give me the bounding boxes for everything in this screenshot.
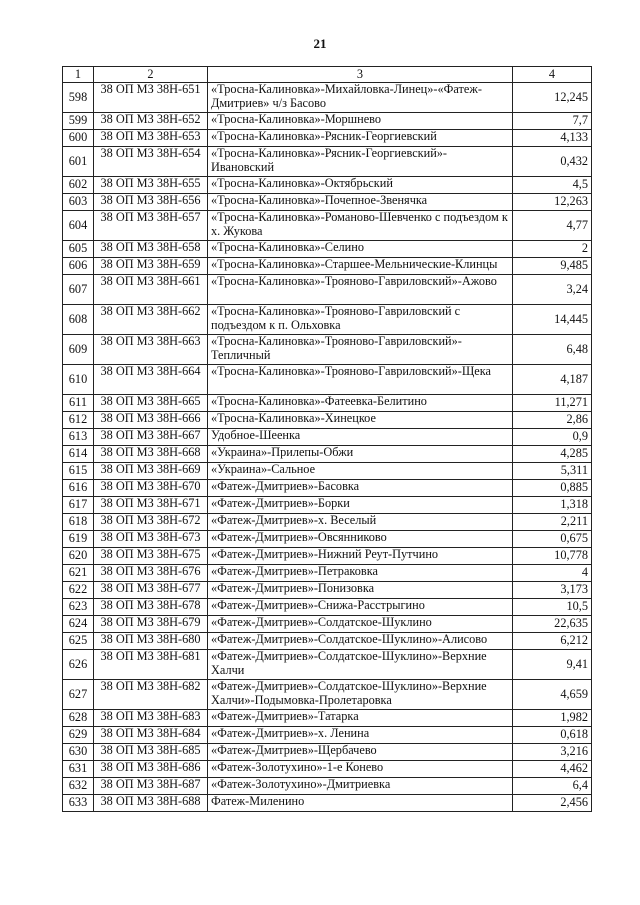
road-name: «Тросна-Калиновка»-Старшее-Мельнические-Клинцы (208, 258, 513, 275)
table-row (63, 258, 592, 275)
road-name: «Тросна-Калиновка»-Романово-Шевченко с подъездом к х. Жукова (208, 211, 513, 241)
row-number: 606 (63, 258, 94, 275)
road-length: 2,456 (513, 795, 592, 812)
road-length: 14,445 (513, 305, 592, 335)
row-number: 628 (63, 710, 94, 727)
road-name: «Тросна-Калиновка»-Селино (208, 241, 513, 258)
row-number: 624 (63, 616, 94, 633)
road-name: «Фатеж-Дмитриев»-х. Веселый (208, 514, 513, 531)
road-name: «Тросна-Калиновка»-Рясник-Георгиевский»-Ивановский (208, 147, 513, 177)
header-col-1: 1 (63, 67, 94, 83)
table-row (63, 480, 592, 497)
road-code: 38 ОП МЗ 38Н-684 (94, 727, 208, 744)
table-row (63, 395, 592, 412)
road-name: «Украина»-Прилепы-Обжи (208, 446, 513, 463)
road-length: 4,133 (513, 130, 592, 147)
row-number: 627 (63, 680, 94, 710)
road-code: 38 ОП МЗ 38Н-662 (94, 305, 208, 335)
row-number: 609 (63, 335, 94, 365)
road-length: 0,432 (513, 147, 592, 177)
road-length: 4,285 (513, 446, 592, 463)
road-length: 4,659 (513, 680, 592, 710)
row-number: 614 (63, 446, 94, 463)
road-code: 38 ОП МЗ 38Н-678 (94, 599, 208, 616)
road-name: «Тросна-Калиновка»-Трояново-Гавриловский с подъездом к п. Ольховка (208, 305, 513, 335)
road-code: 38 ОП МЗ 38Н-656 (94, 194, 208, 211)
row-number: 602 (63, 177, 94, 194)
road-length: 4,5 (513, 177, 592, 194)
road-length: 22,635 (513, 616, 592, 633)
road-length: 2,211 (513, 514, 592, 531)
road-length: 11,271 (513, 395, 592, 412)
table-row (63, 582, 592, 599)
table-row (63, 83, 592, 113)
row-number: 619 (63, 531, 94, 548)
row-number: 633 (63, 795, 94, 812)
table-row (63, 463, 592, 480)
road-code: 38 ОП МЗ 38Н-683 (94, 710, 208, 727)
road-code: 38 ОП МЗ 38Н-666 (94, 412, 208, 429)
road-code: 38 ОП МЗ 38Н-681 (94, 650, 208, 680)
table-row (63, 335, 592, 365)
table-row (63, 211, 592, 241)
road-name: «Тросна-Калиновка»-Михайловка-Линец»-«Фатеж-Дмитриев» ч/з Басово (208, 83, 513, 113)
table-row (63, 565, 592, 582)
row-number: 616 (63, 480, 94, 497)
road-length: 5,311 (513, 463, 592, 480)
road-code: 38 ОП МЗ 38Н-654 (94, 147, 208, 177)
road-name: Удобное-Шеенка (208, 429, 513, 446)
row-number: 601 (63, 147, 94, 177)
road-name: «Фатеж-Золотухино»-1-е Конево (208, 761, 513, 778)
road-name: «Фатеж-Дмитриев»-Снижа-Расстрыгино (208, 599, 513, 616)
road-name: «Фатеж-Дмитриев»-Басовка (208, 480, 513, 497)
header-row (63, 67, 592, 83)
row-number: 629 (63, 727, 94, 744)
road-length: 0,885 (513, 480, 592, 497)
row-number: 604 (63, 211, 94, 241)
table-row (63, 599, 592, 616)
road-length: 3,173 (513, 582, 592, 599)
road-code: 38 ОП МЗ 38Н-670 (94, 480, 208, 497)
road-name: «Фатеж-Дмитриев»-Понизовка (208, 582, 513, 599)
road-code: 38 ОП МЗ 38Н-679 (94, 616, 208, 633)
row-number: 608 (63, 305, 94, 335)
road-code: 38 ОП МЗ 38Н-664 (94, 365, 208, 395)
road-length: 6,212 (513, 633, 592, 650)
row-number: 600 (63, 130, 94, 147)
road-name: Фатеж-Миленино (208, 795, 513, 812)
road-length: 9,41 (513, 650, 592, 680)
header-col-4: 4 (513, 67, 592, 83)
row-number: 599 (63, 113, 94, 130)
road-name: «Фатеж-Дмитриев»-Солдатское-Шуклино»-Верхние Халчи»-Подымовка-Пролетаровка (208, 680, 513, 710)
header-col-3: 3 (208, 67, 513, 83)
road-length: 0,9 (513, 429, 592, 446)
road-code: 38 ОП МЗ 38Н-665 (94, 395, 208, 412)
table-row (63, 710, 592, 727)
table-row (63, 113, 592, 130)
table-row (63, 727, 592, 744)
row-number: 598 (63, 83, 94, 113)
road-length: 0,618 (513, 727, 592, 744)
table-row (63, 147, 592, 177)
road-name: «Фатеж-Дмитриев»-Татарка (208, 710, 513, 727)
row-number: 610 (63, 365, 94, 395)
row-number: 603 (63, 194, 94, 211)
road-code: 38 ОП МЗ 38Н-687 (94, 778, 208, 795)
road-name: «Фатеж-Дмитриев»-Петраковка (208, 565, 513, 582)
table-row (63, 241, 592, 258)
row-number: 612 (63, 412, 94, 429)
road-length: 1,982 (513, 710, 592, 727)
road-length: 12,263 (513, 194, 592, 211)
road-code: 38 ОП МЗ 38Н-677 (94, 582, 208, 599)
roads-table (62, 66, 592, 812)
page-number: 21 (313, 36, 327, 51)
table-row (63, 412, 592, 429)
road-length: 12,245 (513, 83, 592, 113)
road-name: «Тросна-Калиновка»-Трояново-Гавриловский»-Тепличный (208, 335, 513, 365)
road-name: «Тросна-Калиновка»-Октябрьский (208, 177, 513, 194)
road-code: 38 ОП МЗ 38Н-672 (94, 514, 208, 531)
table-row (63, 497, 592, 514)
table-row (63, 130, 592, 147)
road-code: 38 ОП МЗ 38Н-667 (94, 429, 208, 446)
road-name: «Фатеж-Дмитриев»-Нижний Реут-Путчино (208, 548, 513, 565)
road-code: 38 ОП МЗ 38Н-658 (94, 241, 208, 258)
table-row (63, 616, 592, 633)
row-number: 631 (63, 761, 94, 778)
table-row (63, 365, 592, 395)
road-name: «Фатеж-Дмитриев»-Борки (208, 497, 513, 514)
table-row (63, 650, 592, 680)
row-number: 623 (63, 599, 94, 616)
row-number: 607 (63, 275, 94, 305)
road-code: 38 ОП МЗ 38Н-675 (94, 548, 208, 565)
road-name: «Тросна-Калиновка»-Хинецкое (208, 412, 513, 429)
row-number: 632 (63, 778, 94, 795)
road-name: «Фатеж-Дмитриев»-Солдатское-Шуклино»-Алисово (208, 633, 513, 650)
road-name: «Тросна-Калиновка»-Почепное-Звенячка (208, 194, 513, 211)
road-name: «Фатеж-Дмитриев»-х. Ленина (208, 727, 513, 744)
road-length: 10,778 (513, 548, 592, 565)
road-code: 38 ОП МЗ 38Н-657 (94, 211, 208, 241)
road-code: 38 ОП МЗ 38Н-682 (94, 680, 208, 710)
road-code: 38 ОП МЗ 38Н-688 (94, 795, 208, 812)
road-length: 0,675 (513, 531, 592, 548)
road-code: 38 ОП МЗ 38Н-676 (94, 565, 208, 582)
row-number: 626 (63, 650, 94, 680)
row-number: 621 (63, 565, 94, 582)
table-row (63, 446, 592, 463)
road-name: «Фатеж-Дмитриев»-Солдатское-Шуклино»-Верхние Халчи (208, 650, 513, 680)
road-name: «Украина»-Сальное (208, 463, 513, 480)
road-name: «Тросна-Калиновка»-Трояново-Гавриловский»-Ажово (208, 275, 513, 305)
road-name: «Тросна-Калиновка»-Фатеевка-Белитино (208, 395, 513, 412)
road-code: 38 ОП МЗ 38Н-661 (94, 275, 208, 305)
table-row (63, 548, 592, 565)
table-row (63, 795, 592, 812)
road-name: «Тросна-Калиновка»-Моршнево (208, 113, 513, 130)
road-code: 38 ОП МЗ 38Н-673 (94, 531, 208, 548)
row-number: 620 (63, 548, 94, 565)
road-length: 2 (513, 241, 592, 258)
road-code: 38 ОП МЗ 38Н-668 (94, 446, 208, 463)
table-row (63, 680, 592, 710)
road-length: 1,318 (513, 497, 592, 514)
row-number: 615 (63, 463, 94, 480)
road-code: 38 ОП МЗ 38Н-652 (94, 113, 208, 130)
table-row (63, 531, 592, 548)
road-name: «Фатеж-Дмитриев»-Овсянниково (208, 531, 513, 548)
road-code: 38 ОП МЗ 38Н-669 (94, 463, 208, 480)
road-code: 38 ОП МЗ 38Н-680 (94, 633, 208, 650)
table-row (63, 633, 592, 650)
road-length: 6,48 (513, 335, 592, 365)
road-length: 4,77 (513, 211, 592, 241)
table-row (63, 429, 592, 446)
road-length: 2,86 (513, 412, 592, 429)
row-number: 630 (63, 744, 94, 761)
table-row (63, 514, 592, 531)
road-code: 38 ОП МЗ 38Н-686 (94, 761, 208, 778)
row-number: 605 (63, 241, 94, 258)
road-name: «Фатеж-Дмитриев»-Щербачево (208, 744, 513, 761)
road-name: «Тросна-Калиновка»-Рясник-Георгиевский (208, 130, 513, 147)
road-code: 38 ОП МЗ 38Н-651 (94, 83, 208, 113)
road-length: 7,7 (513, 113, 592, 130)
road-code: 38 ОП МЗ 38Н-655 (94, 177, 208, 194)
road-code: 38 ОП МЗ 38Н-671 (94, 497, 208, 514)
table-row (63, 177, 592, 194)
table-row (63, 778, 592, 795)
row-number: 618 (63, 514, 94, 531)
table-row (63, 305, 592, 335)
road-length: 9,485 (513, 258, 592, 275)
road-code: 38 ОП МЗ 38Н-653 (94, 130, 208, 147)
table-row (63, 194, 592, 211)
road-name: «Фатеж-Дмитриев»-Солдатское-Шуклино (208, 616, 513, 633)
road-name: «Тросна-Калиновка»-Трояново-Гавриловский»-Щека (208, 365, 513, 395)
road-code: 38 ОП МЗ 38Н-663 (94, 335, 208, 365)
road-length: 10,5 (513, 599, 592, 616)
road-length: 3,216 (513, 744, 592, 761)
table-row (63, 744, 592, 761)
table-row (63, 275, 592, 305)
row-number: 617 (63, 497, 94, 514)
table-row (63, 761, 592, 778)
road-length: 6,4 (513, 778, 592, 795)
row-number: 613 (63, 429, 94, 446)
row-number: 625 (63, 633, 94, 650)
road-length: 4,187 (513, 365, 592, 395)
road-name: «Фатеж-Золотухино»-Дмитриевка (208, 778, 513, 795)
road-length: 3,24 (513, 275, 592, 305)
road-code: 38 ОП МЗ 38Н-685 (94, 744, 208, 761)
row-number: 622 (63, 582, 94, 599)
row-number: 611 (63, 395, 94, 412)
road-length: 4,462 (513, 761, 592, 778)
road-code: 38 ОП МЗ 38Н-659 (94, 258, 208, 275)
road-length: 4 (513, 565, 592, 582)
header-col-2: 2 (94, 67, 208, 83)
